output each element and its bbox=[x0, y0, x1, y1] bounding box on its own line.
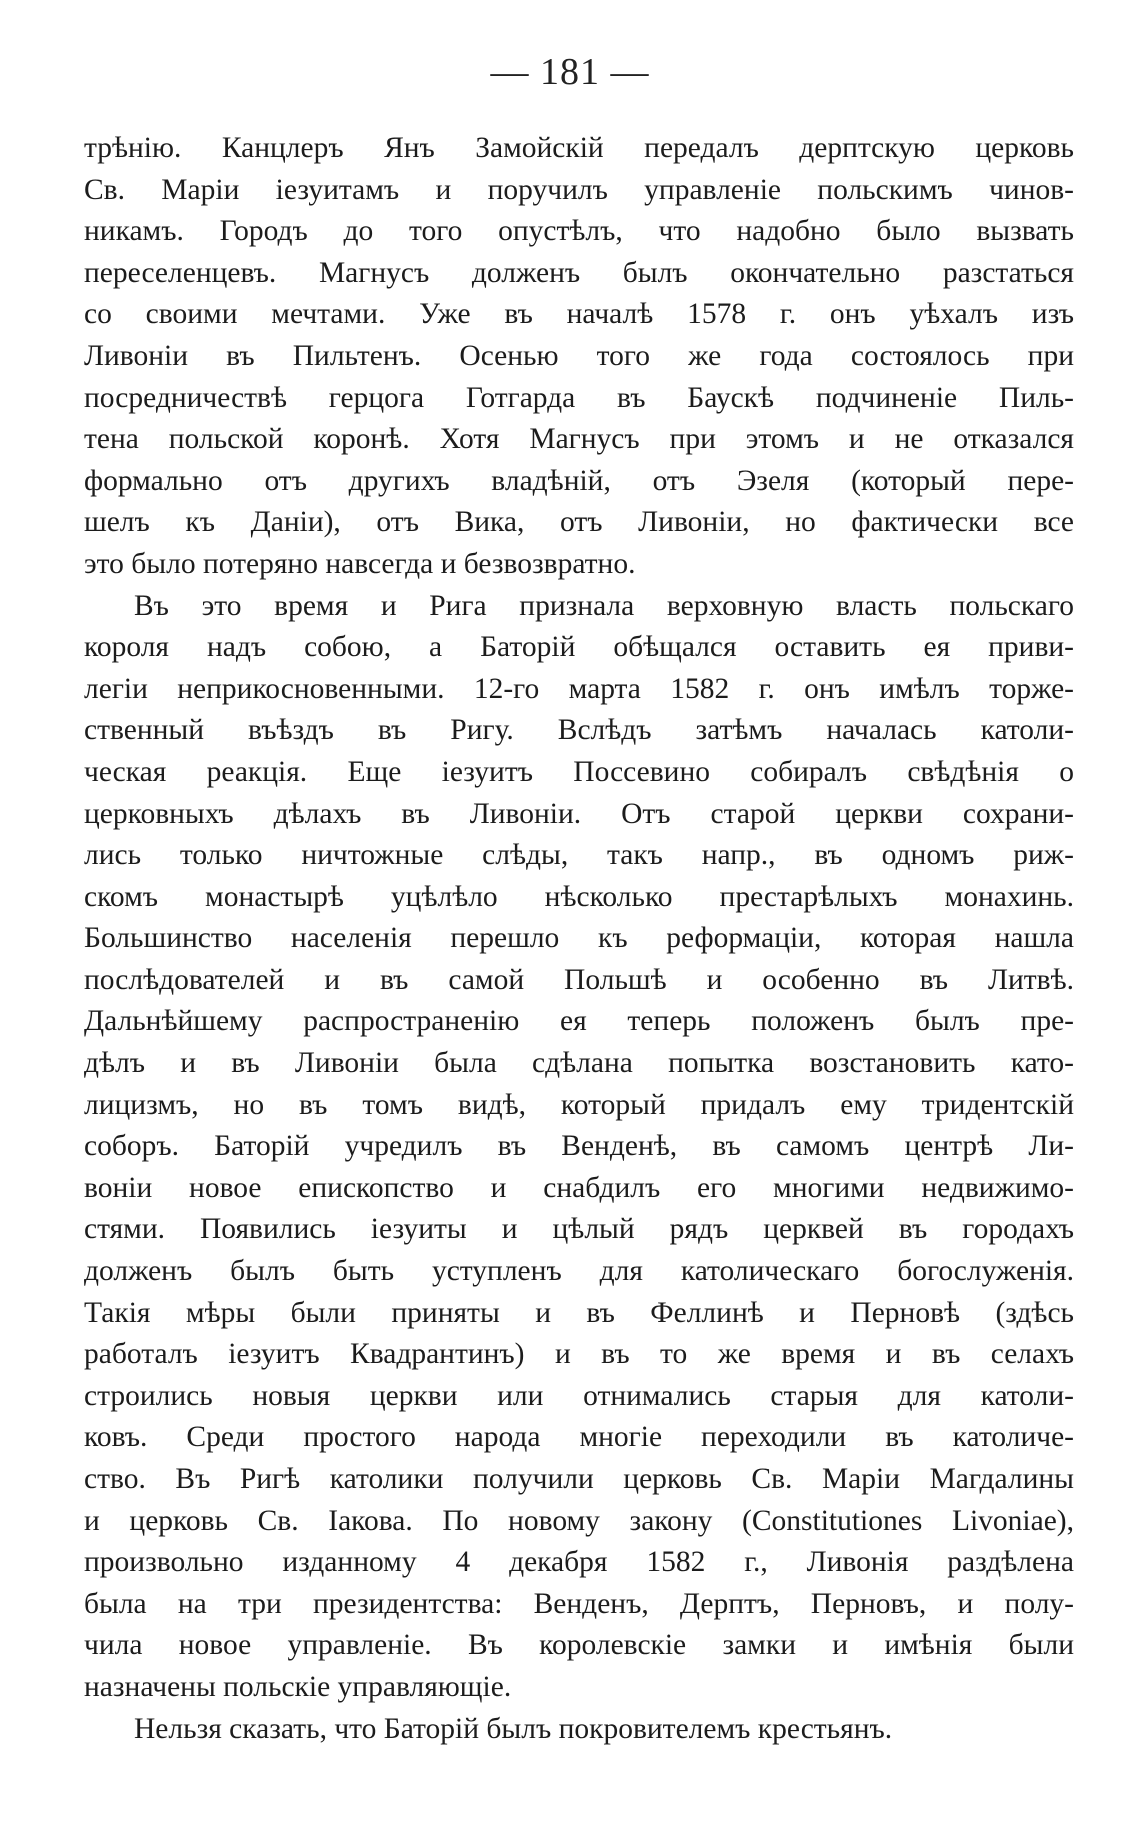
text-line: легіи неприкосновенными. 12-го марта 1582 г. онъ имѣлъ торже- bbox=[84, 672, 1074, 705]
page-body bbox=[84, 128, 1074, 1750]
text-line: церковныхъ дѣлахъ въ Ливоніи. Отъ старой церкви сохрани- bbox=[84, 797, 1074, 830]
text-line: со своими мечтами. Уже въ началѣ 1578 г. онъ уѣхалъ изъ bbox=[84, 298, 1074, 331]
paragraph-last-line: это было потеряно навсегда и безвозвратно. bbox=[84, 547, 636, 580]
text-line: Такія мѣры были приняты и въ Феллинѣ и Перновѣ (здѣсь bbox=[84, 1296, 1074, 1329]
text-line: никамъ. Городъ до того опустѣлъ, что надобно было вызвать bbox=[84, 215, 1074, 248]
text-line: посредничествѣ герцога Готгарда въ Баускѣ подчиненіе Пиль- bbox=[84, 381, 1074, 414]
text-line: ковъ. Среди простого народа многіе переходили въ католиче- bbox=[84, 1421, 1074, 1454]
paragraph-first-line: Нельзя сказать, что Баторій былъ покровителемъ крестьянъ. bbox=[134, 1712, 893, 1745]
paragraph-first-line: Въ это время и Рига признала верховную власть польскаго bbox=[134, 589, 1074, 622]
text-line: ческая реакція. Еще іезуитъ Поссевино собиралъ свѣдѣнія о bbox=[84, 755, 1074, 788]
text-line: трѣнію. Канцлеръ Янъ Замойскій передалъ дерптскую церковь bbox=[84, 132, 1074, 164]
text-line: переселенцевъ. Магнусъ долженъ былъ окончательно разстаться bbox=[84, 256, 1074, 289]
text-line: Ливоніи въ Пильтенъ. Осенью того же года состоялось при bbox=[84, 339, 1074, 372]
text-line: Св. Маріи іезуитамъ и поручилъ управленіе польскимъ чинов- bbox=[84, 173, 1074, 206]
text-line: работалъ іезуитъ Квадрантинъ) и въ то же время и въ селахъ bbox=[84, 1338, 1074, 1371]
text-line: послѣдователей и въ самой Польшѣ и особенно въ Литвѣ. bbox=[84, 963, 1074, 996]
text-line: долженъ былъ быть уступленъ для католическаго богослуженія. bbox=[84, 1255, 1074, 1288]
page-number: — 181 — bbox=[490, 51, 650, 93]
text-line: лицизмъ, но въ томъ видѣ, который придалъ ему тридентскій bbox=[84, 1088, 1074, 1121]
text-line: Дальнѣйшему распространенію ея теперь положенъ былъ пре- bbox=[84, 1005, 1074, 1038]
text-line: соборъ. Баторій учредилъ въ Венденѣ, въ самомъ центрѣ Ли- bbox=[84, 1130, 1074, 1163]
text-line: шелъ къ Даніи), отъ Вика, отъ Ливоніи, но фактически все bbox=[84, 506, 1074, 539]
text-line: скомъ монастырѣ уцѣлѣло нѣсколько престарѣлыхъ монахинь. bbox=[84, 880, 1074, 913]
text-line: воніи новое епископство и снабдилъ его многими недвижимо- bbox=[84, 1171, 1074, 1204]
text-line: строились новыя церкви или отнимались старыя для католи- bbox=[84, 1379, 1074, 1412]
text-line: чила новое управленіе. Въ королевскіе замки и имѣнія были bbox=[84, 1629, 1074, 1662]
text-line: лись только ничтожные слѣды, такъ напр., въ одномъ риж- bbox=[84, 839, 1074, 872]
text-line: и церковь Св. Іакова. По новому закону (Constitutiones Livoniae), bbox=[84, 1504, 1074, 1537]
text-line: ство. Въ Ригѣ католики получили церковь Св. Маріи Магдалины bbox=[84, 1463, 1074, 1495]
text-line: короля надъ собою, а Баторій обѣщался оставить ея приви- bbox=[84, 631, 1074, 664]
text-line: формально отъ другихъ владѣній, отъ Эзеля (который пере- bbox=[84, 464, 1074, 497]
text-line: Большинство населенія перешло къ реформаціи, которая нашла bbox=[84, 922, 1074, 955]
text-line: дѣлъ и въ Ливоніи была сдѣлана попытка возстановить като- bbox=[84, 1047, 1074, 1080]
paragraph-last-line: назначены польскіе управляющіе. bbox=[84, 1670, 512, 1703]
text-line: ственный въѣздъ въ Ригу. Вслѣдъ затѣмъ началась католи- bbox=[84, 714, 1074, 747]
text-line: была на три президентства: Венденъ, Дерптъ, Перновъ, и полу- bbox=[84, 1587, 1074, 1620]
text-line: тена польской коронѣ. Хотя Магнусъ при этомъ и не отказался bbox=[84, 423, 1074, 456]
text-line: стями. Появились іезуиты и цѣлый рядъ церквей въ городахъ bbox=[84, 1213, 1074, 1246]
text-line: произвольно изданному 4 декабря 1582 г., Ливонія раздѣлена bbox=[84, 1546, 1074, 1579]
